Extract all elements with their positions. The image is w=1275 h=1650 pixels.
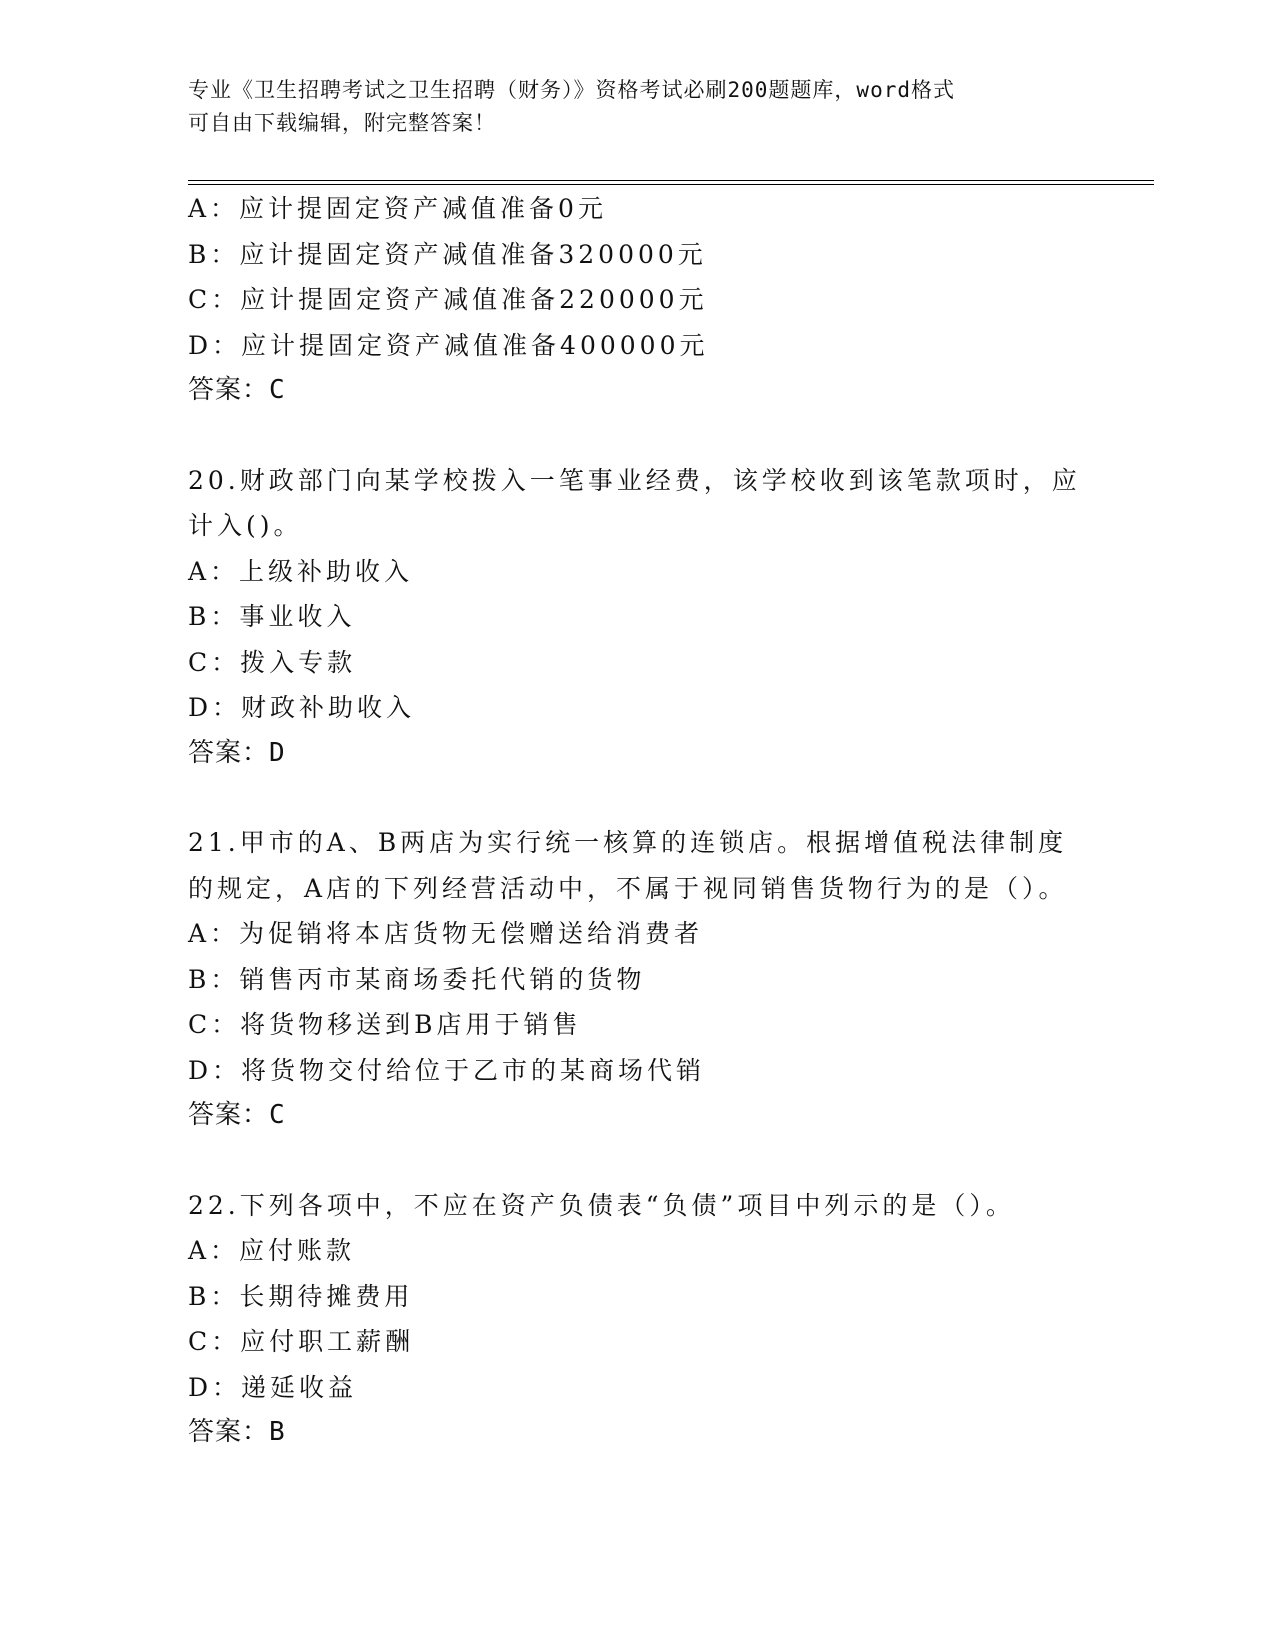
option-d: D：将货物交付给位于乙市的某商场代销 — [188, 1055, 706, 1085]
header-line-2: 可自由下载编辑，附完整答案！ — [188, 111, 496, 135]
answer: 答案：C — [188, 1100, 286, 1130]
option-a: A：应付账款 — [188, 1236, 356, 1265]
option-c: C：将货物移送到B店用于销售 — [188, 1010, 582, 1039]
question-text: 20.财政部门向某学校拨入一笔事业经费，该学校收到该笔款项时，应 — [188, 465, 1081, 495]
header-line-1: 专业《卫生招聘考试之卫生招聘（财务）》资格考试必刷200题题库，word格式 — [188, 78, 955, 102]
option-b: B：事业收入 — [188, 602, 356, 631]
spacer — [188, 1139, 1088, 1183]
option-d: D：应计提固定资产减值准备400000元 — [188, 330, 709, 360]
option-d: D：递延收益 — [188, 1372, 358, 1402]
question-19 — [188, 186, 1088, 414]
spacer — [188, 776, 1088, 820]
header-rule-bottom — [188, 184, 1154, 185]
question-text-continued: 计入()。 — [188, 511, 303, 540]
answer: 答案：C — [188, 375, 286, 405]
option-a: A：应计提固定资产减值准备0元 — [188, 194, 607, 223]
option-c: C：应计提固定资产减值准备220000元 — [188, 285, 708, 314]
question-21 — [188, 820, 1088, 1139]
question-list — [188, 186, 1088, 1456]
option-a: A：为促销将本店货物无偿赠送给消费者 — [188, 919, 704, 948]
answer: 答案：B — [188, 1417, 286, 1447]
option-c: C：应付职工薪酬 — [188, 1327, 415, 1356]
option-c: C：拨入专款 — [188, 647, 357, 677]
answer: 答案：D — [188, 737, 286, 768]
document-header — [188, 74, 1068, 140]
question-text: 21.甲市的A、B两店为实行统一核算的连锁店。根据增值税法律制度 — [188, 828, 1068, 857]
option-b: B：应计提固定资产减值准备320000元 — [188, 239, 707, 269]
question-text: 22.下列各项中，不应在资产负债表“负债”项目中列示的是（）。 — [188, 1190, 1015, 1220]
header-rule-top — [188, 180, 1154, 181]
question-22 — [188, 1183, 1088, 1456]
spacer — [188, 414, 1088, 458]
option-a: A：上级补助收入 — [188, 556, 414, 586]
option-b: B：销售丙市某商场委托代销的货物 — [188, 964, 646, 994]
question-20 — [188, 458, 1088, 777]
question-text-continued: 的规定，A店的下列经营活动中，不属于视同销售货物行为的是（）。 — [188, 873, 1068, 903]
option-b: B：长期待摊费用 — [188, 1281, 414, 1311]
option-d: D：财政补助收入 — [188, 693, 416, 722]
